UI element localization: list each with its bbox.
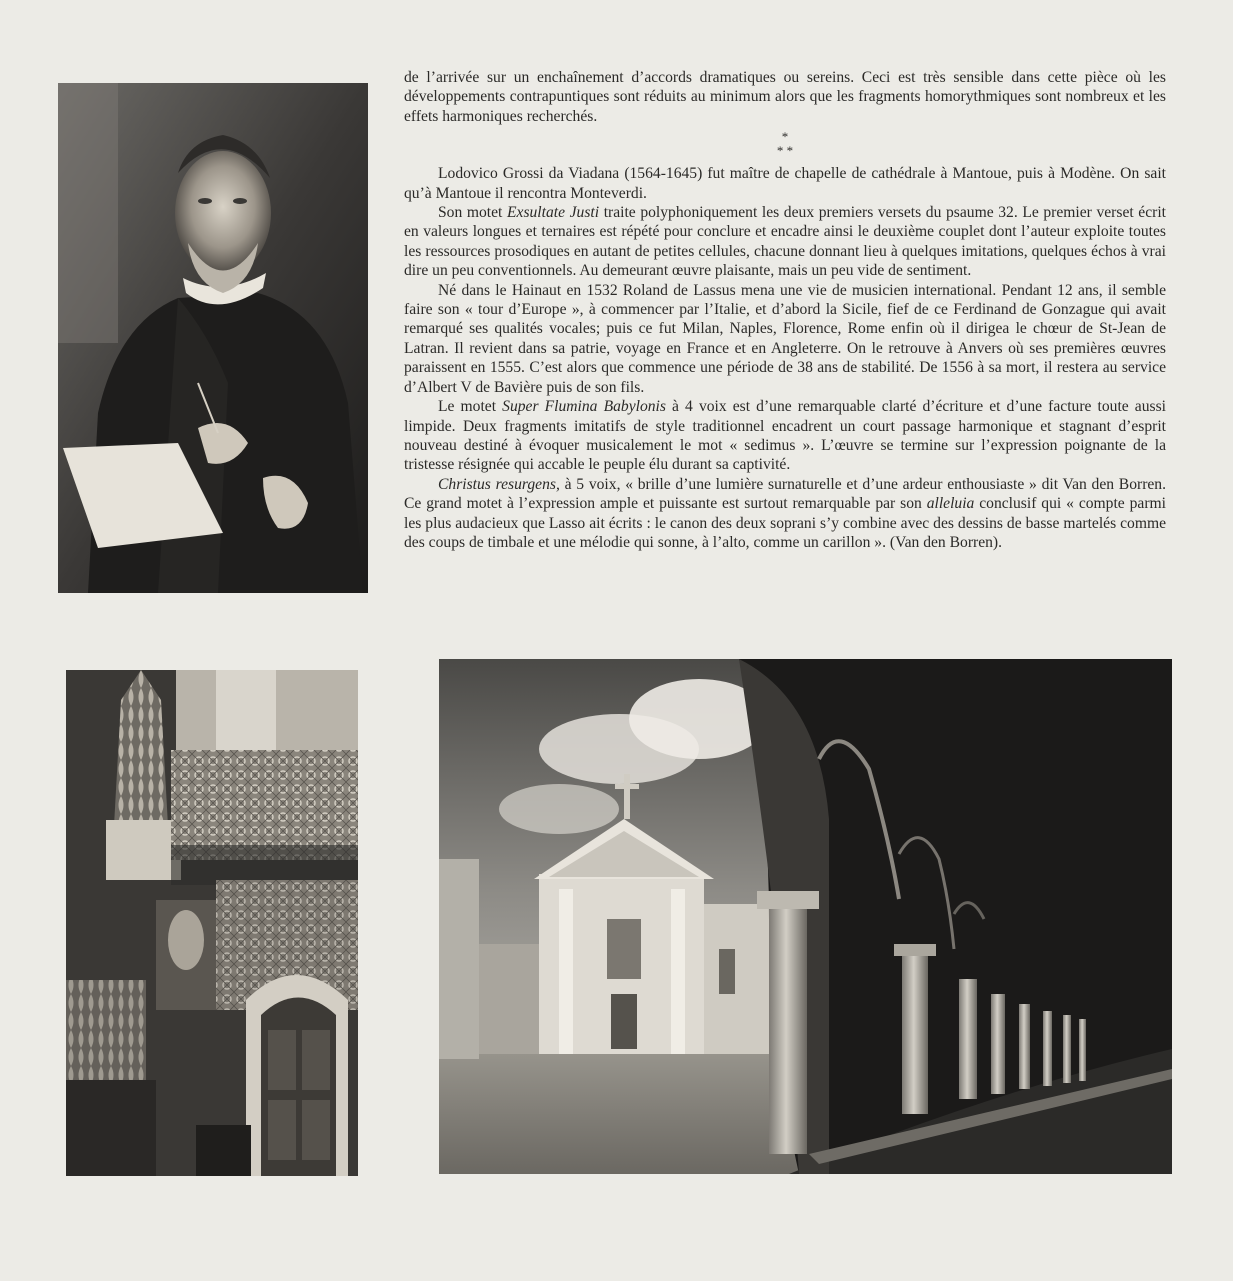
- intro-paragraph: de l’arrivée sur un enchaînement d’accords dramatiques ou sereins. Ceci est très sensible dans cette pièce où les développements contrapuntiques sont réduits au minimum alors que les fragments homorythmiques sont nombreux et les effets harmoniques recherchés.: [404, 69, 1166, 125]
- separator-top-star: *: [781, 129, 789, 145]
- portrait-image: [58, 83, 368, 593]
- separator-bottom-stars: * *: [776, 143, 794, 159]
- piazza-image: [439, 659, 1172, 1174]
- viadana-paragraph-1: Lodovico Grossi da Viadana (1564-1645) fut maître de chapelle de cathédrale à Mantoue, puis à Modène. On sait qu’à Mantoue il rencontra Monteverdi.: [404, 165, 1166, 202]
- viadana-paragraph-2: [404, 203, 1166, 281]
- lassus-paragraph-3: [404, 475, 1166, 553]
- motet-title-exsultate: Exsultate Justi: [507, 204, 600, 222]
- alleluia-word: alleluia: [926, 495, 975, 513]
- lassus-p2-rest: à 4 voix est d’une remarquable clarté d’écriture et d’une facture toute aussi limpide. Deux fragments imitatifs de style traditionnel encadrent un court passage harmonique et stagnant d’esprit nouveau destiné à évoquer musicalement le mot « sedimus ». L’œuvre se termine sur l’expression poignante de la tristesse résignée qui accable le peuple élu durant sa captivité.: [404, 398, 1166, 474]
- portrait-photo: [58, 83, 368, 593]
- viadana-p2-start: Son motet: [438, 204, 507, 222]
- motet-title-christus: Christus resurgens,: [438, 475, 560, 493]
- chapel-interior-photo: [66, 670, 358, 1176]
- viadana-p2-rest: traite polyphoniquement les deux premiers versets du psaume 32. Le premier verset écrit en valeurs longues et ternaires est répété pour conclure et encadre ainsi le deuxième couplet dont l’auteur exploite toutes les ressources prosodiques en autant de petites cellules, chacune donnant lieu à quelques imitations, quelques échos à vrai dire un peu conventionnels. Au demeurant œuvre plaisante, mais un peu vide de sentiment.: [404, 204, 1167, 280]
- lassus-p3-rest: conclusif qui « compte parmi les plus audacieux que Lasso ait écrits : le canon des deux soprani s’y combine avec des dessins de basse martelés comme des coups de timbale et une mélodie qui sonne, à l’alto, comme un carillon ». (Van den Borren).: [404, 495, 1166, 551]
- article-text: [404, 68, 1166, 552]
- lassus-paragraph-2: [404, 397, 1166, 475]
- lassus-paragraph-1: Né dans le Hainaut en 1532 Roland de Lassus mena une vie de musicien international. Pendant 12 ans, il semble faire son « tour d’Europe », à commencer par l’Italie, et d’abord la Sicile, fief de ce Ferdinand de Gonzague qui avait remarqué ses qualités vocales; puis ce fut Milan, Naples, Florence, Rome enfin où il dirigea le chœur de St-Jean de Latran. Il revient dans sa patrie, voyage en France et en Angleterre. On le retrouve à Anvers où ses premières œuvres paraissent en 1555. C’est alors que commence une période de 38 ans de stabilité. De 1556 à sa mort, il restera au service d’Albert V de Bavière puis de son fils.: [404, 281, 1166, 396]
- motet-title-super-flumina: Super Flumina Babylonis: [502, 398, 666, 416]
- section-separator: [404, 130, 1166, 158]
- lassus-p2-start: Le motet: [438, 398, 503, 416]
- chapel-image: [66, 670, 358, 1176]
- cathedral-piazza-photo: [439, 659, 1172, 1174]
- lassus-p3-start: à 5 voix, « brille d’une lumière surnaturelle et d’une ardeur enthousiaste » dit Van den Borren. Ce grand motet à l’expression ample et puissante est surtout remarquable par son: [404, 475, 1167, 513]
